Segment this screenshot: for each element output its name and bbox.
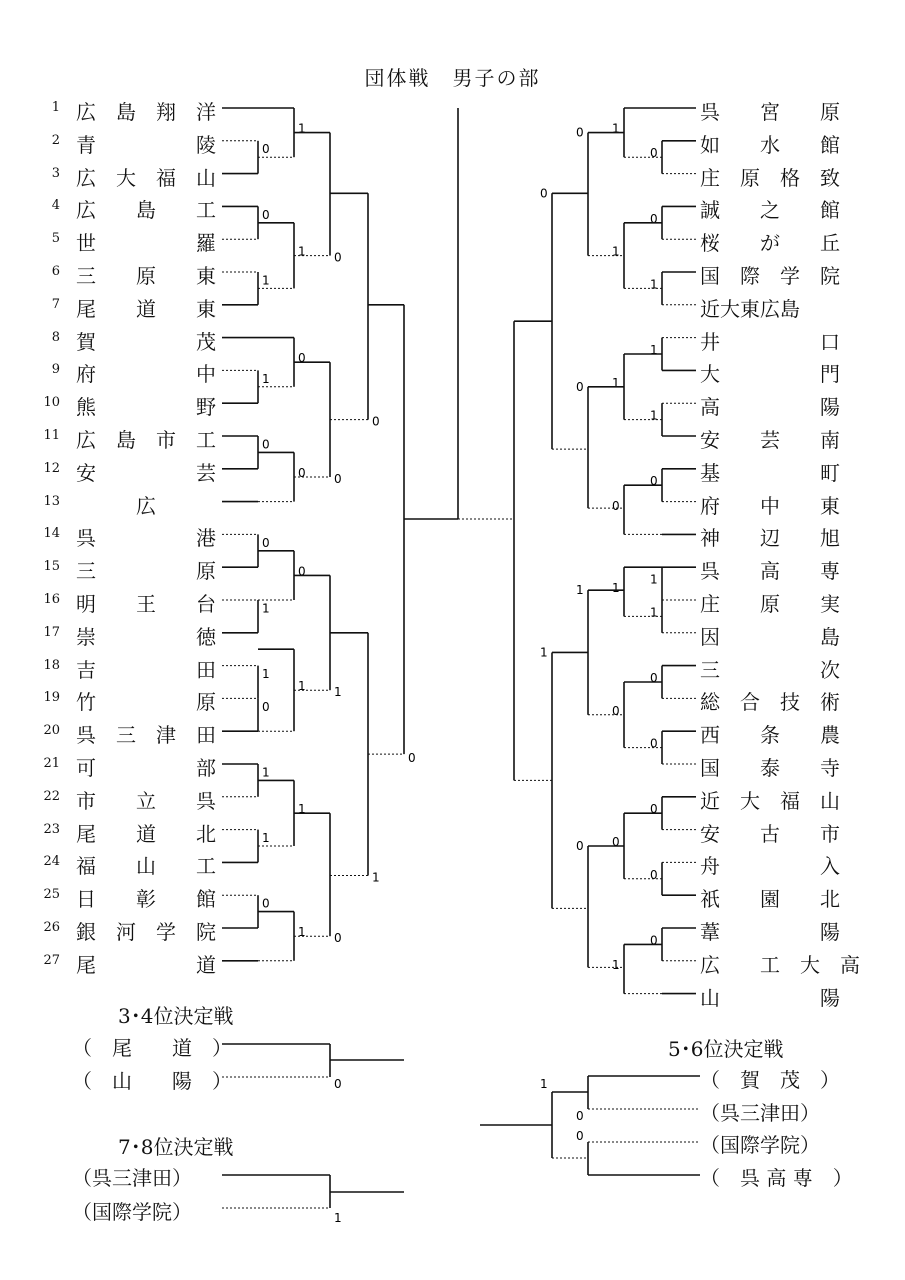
left-team-name: 吉 田 xyxy=(76,657,216,682)
score-label: 1 xyxy=(650,572,658,587)
right-team-name: 如 水 館 xyxy=(700,132,840,157)
score-label: 1 xyxy=(298,925,306,940)
left-team-name: 青 陵 xyxy=(76,132,216,157)
score-label: 1 xyxy=(298,679,306,694)
right-team-name: 山 陽 xyxy=(700,985,840,1010)
seed-number: 15 xyxy=(43,559,60,575)
fifth-place-score-2: 0 xyxy=(576,1109,584,1123)
seed-number: 14 xyxy=(43,526,60,542)
score-label: 0 xyxy=(650,736,658,751)
seed-number: 18 xyxy=(43,657,60,673)
seed-number: 23 xyxy=(43,821,60,837)
right-team-name: 国 際 学 院 xyxy=(700,264,840,288)
seed-number: 3 xyxy=(51,165,60,181)
score-label: 1 xyxy=(262,273,270,288)
page-title: 団体戦 男子の部 xyxy=(364,66,541,90)
left-team-name: 広 大 福 山 xyxy=(76,165,216,190)
fifth-place-score-1: 1 xyxy=(540,1077,548,1091)
third-place-title: 3･4位決定戦 xyxy=(118,1004,234,1028)
right-team-name: 総 合 技 術 xyxy=(700,690,840,715)
left-team-name: 広 島 工 xyxy=(76,198,216,223)
score-label: 0 xyxy=(576,125,584,140)
right-team-name: 庄 原 実 xyxy=(700,592,840,616)
score-label: 1 xyxy=(298,121,306,136)
score-label: 1 xyxy=(576,583,584,598)
left-team-name: 三 原 東 xyxy=(76,264,216,288)
right-team-name: 葦 陽 xyxy=(700,920,840,944)
third-place-team-1: （ 尾 道 ） xyxy=(72,1036,232,1060)
score-label: 0 xyxy=(298,466,306,480)
score-label: 0 xyxy=(576,379,584,394)
left-team-name: 尾 道 北 xyxy=(76,821,216,846)
third-place-score: 0 xyxy=(334,1077,342,1091)
left-team-name: 呉 港 xyxy=(76,526,216,551)
right-team-name: 神 辺 旭 xyxy=(700,526,840,551)
fifth-place-score-3: 0 xyxy=(576,1129,584,1143)
score-label: 1 xyxy=(612,958,620,972)
left-team-name: 呉 三 津 田 xyxy=(76,723,216,748)
left-team-name: 竹 原 xyxy=(76,690,216,715)
score-label: 0 xyxy=(650,474,658,489)
score-label: 1 xyxy=(372,870,380,885)
left-team-name: 市 立 呉 xyxy=(76,788,216,813)
right-team-name: 庄 原 格 致 xyxy=(700,165,840,190)
right-team-name: 桜 が 丘 xyxy=(700,231,840,256)
score-label: 0 xyxy=(650,933,658,948)
seed-number: 1 xyxy=(51,100,60,115)
score-label: 0 xyxy=(650,867,658,882)
right-team-name: 祇 園 北 xyxy=(700,887,840,912)
score-label: 0 xyxy=(298,351,306,366)
fifth-place-title: 5･6位決定戦 xyxy=(668,1037,784,1061)
score-label: 0 xyxy=(262,437,270,452)
right-team-name: 誠 之 館 xyxy=(700,198,840,223)
seed-number: 4 xyxy=(51,198,60,214)
left-team-name: 賀 茂 xyxy=(76,329,216,354)
seed-number: 27 xyxy=(43,952,60,968)
score-label: 1 xyxy=(650,343,658,357)
seed-number: 26 xyxy=(43,920,60,935)
seed-number: 17 xyxy=(43,624,60,640)
seed-number: 16 xyxy=(43,592,60,607)
score-label: 0 xyxy=(540,186,548,201)
fifth-place-team-2: （呉三津田） xyxy=(700,1101,820,1125)
left-team-name: 崇 徳 xyxy=(76,624,216,649)
score-label: 1 xyxy=(612,121,620,136)
right-team-name: 近 大 福 山 xyxy=(700,788,840,813)
score-label: 1 xyxy=(298,244,306,259)
score-label: 1 xyxy=(650,408,658,423)
seed-number: 7 xyxy=(51,296,60,312)
right-team-name: 井 口 xyxy=(700,329,840,354)
left-team-name: 熊 野 xyxy=(76,395,216,420)
score-label: 0 xyxy=(262,535,270,550)
left-team-name: 尾 道 東 xyxy=(76,296,216,321)
seed-number: 21 xyxy=(43,756,60,771)
score-label: 0 xyxy=(576,839,584,853)
score-label: 0 xyxy=(612,835,620,849)
seventh-place-team-2: （国際学院） xyxy=(72,1200,192,1224)
score-label: 0 xyxy=(650,802,658,817)
score-label: 0 xyxy=(334,472,342,486)
score-label: 0 xyxy=(262,699,270,714)
seventh-place-team-1: （呉三津田） xyxy=(72,1166,192,1190)
right-team-name: 近大東広島 xyxy=(700,296,800,321)
seed-number: 2 xyxy=(51,132,60,148)
left-team-name: 銀 河 学 院 xyxy=(76,920,216,944)
right-team-name: 安 芸 南 xyxy=(700,428,840,452)
score-label: 0 xyxy=(262,142,270,157)
left-team-name: 広 島 市 工 xyxy=(76,428,216,452)
score-label: 0 xyxy=(334,250,342,265)
left-team-name: 尾 道 xyxy=(76,952,216,977)
score-label: 0 xyxy=(650,671,658,685)
score-label: 0 xyxy=(298,564,306,579)
seed-number: 20 xyxy=(43,723,60,739)
score-label: 1 xyxy=(540,645,548,660)
right-team-name: 呉 宮 原 xyxy=(700,100,840,124)
score-label: 1 xyxy=(612,580,620,595)
left-team-name: 福 山 工 xyxy=(76,854,216,879)
score-label: 0 xyxy=(334,931,342,946)
seventh-place-title: 7･8位決定戦 xyxy=(118,1135,234,1159)
score-label: 0 xyxy=(650,146,658,161)
seed-number: 10 xyxy=(43,395,60,411)
score-label: 1 xyxy=(650,277,658,292)
right-team-name: 大 門 xyxy=(700,362,840,387)
score-label: 1 xyxy=(262,371,270,386)
score-label: 1 xyxy=(262,765,270,780)
right-team-name: 国 泰 寺 xyxy=(700,756,840,780)
seed-number: 9 xyxy=(51,362,60,378)
score-label: 0 xyxy=(408,751,416,766)
seed-number: 12 xyxy=(43,460,60,476)
seed-number: 25 xyxy=(43,887,60,903)
right-team-name: 西 条 農 xyxy=(700,723,840,748)
fifth-place-team-3: （国際学院） xyxy=(700,1133,820,1157)
seed-number: 19 xyxy=(43,690,60,706)
right-team-name: 基 町 xyxy=(700,460,840,485)
seed-number: 6 xyxy=(51,264,60,279)
score-label: 1 xyxy=(334,685,342,700)
right-team-name: 高 陽 xyxy=(700,395,840,420)
left-team-name: 三 原 xyxy=(76,559,216,584)
right-team-name: 因 島 xyxy=(700,624,840,649)
score-label: 1 xyxy=(262,667,270,681)
right-team-name: 広 工 大 高 xyxy=(700,952,860,977)
seed-number: 13 xyxy=(43,493,60,509)
right-team-name: 府 中 東 xyxy=(700,493,840,518)
right-team-name: 舟 入 xyxy=(700,854,840,879)
left-team-name: 広 島 翔 洋 xyxy=(76,100,216,124)
left-team-name: 明 王 台 xyxy=(76,592,216,616)
left-team-name: 日 彰 館 xyxy=(76,887,216,912)
third-place-team-2: （ 山 陽 ） xyxy=(72,1069,232,1093)
right-team-name: 三 次 xyxy=(700,657,840,682)
left-team-name: 安 芸 xyxy=(76,460,216,485)
right-team-name: 安 古 市 xyxy=(700,821,840,846)
seed-number: 11 xyxy=(43,428,60,443)
score-label: 0 xyxy=(650,211,658,226)
left-team-name: 広 xyxy=(76,493,216,518)
score-label: 0 xyxy=(262,207,270,222)
score-label: 0 xyxy=(612,703,620,718)
score-label: 1 xyxy=(612,244,620,259)
score-label: 1 xyxy=(262,831,270,845)
score-label: 1 xyxy=(612,375,620,390)
left-team-name: 世 羅 xyxy=(76,231,216,256)
right-team-name: 呉 高 専 xyxy=(700,559,840,584)
seed-number: 24 xyxy=(43,854,60,870)
score-label: 1 xyxy=(262,601,270,616)
seed-number: 22 xyxy=(43,788,60,804)
seventh-place-score: 1 xyxy=(334,1211,342,1225)
score-label: 0 xyxy=(372,414,380,429)
score-label: 0 xyxy=(262,896,270,911)
score-label: 1 xyxy=(650,605,658,620)
seed-number: 5 xyxy=(51,231,60,247)
seed-number: 8 xyxy=(51,329,60,345)
left-team-name: 可 部 xyxy=(76,756,216,780)
left-team-name: 府 中 xyxy=(76,362,216,387)
fifth-place-team-4: （ 呉 高 専 ） xyxy=(700,1166,853,1190)
score-label: 1 xyxy=(298,802,306,817)
fifth-place-team-1: （ 賀 茂 ） xyxy=(700,1068,840,1092)
score-label: 0 xyxy=(612,498,620,513)
